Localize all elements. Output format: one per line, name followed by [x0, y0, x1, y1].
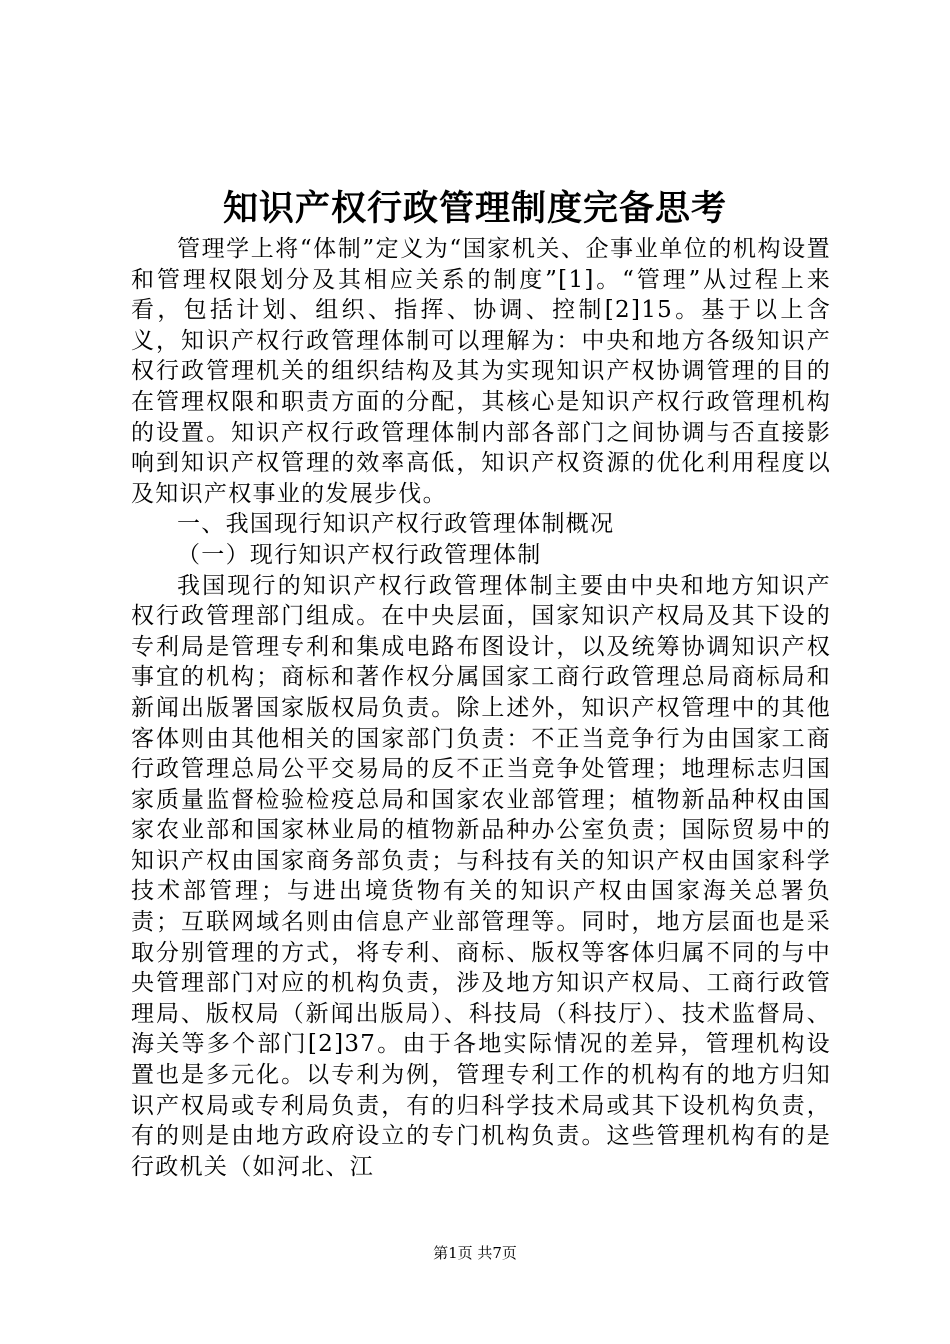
subsection-heading: （一）现行知识产权行政管理体制 [177, 541, 542, 568]
paragraph-current-system: 我国现行的知识产权行政管理体制主要由中央和地方知识产权行政管理部门组成。在中央层面，国家知识产权局及其下设的专利局是管理专利和集成电路布图设计，以及统筹协调知识产权事宜的机构；商标和著作权分属国家工商行政管理总局商标局和新闻出版署国家版权局负责。除上述外，知识产权管理中的其他客体则由其他相关的国家部门负责：不正当竞争行为由国家工商行政管理总局公平交易局的反不正当竞争处管理；地理标志归国家质量监督检验检疫总局和国家农业部管理；植物新品种权由国家农业部和国家林业局的植物新品种办公室负责；国际贸易中的知识产权由国家商务部负责；与科技有关的知识产权由国家科学技术部管理；与进出境货物有关的知识产权由国家海关总署负责；互联网域名则由信息产业部管理等。同时，地方层面也是采取分别管理的方式，将专利、商标、版权等客体归属不同的与中央管理部门对应的机构负责，涉及地方知识产权局、工商行政管理局、版权局（新闻出版局）、科技局（科技厅）、技术监督局、海关等多个部门[2]37。由于各地实际情况的差异，管理机构设置也是多元化。以专利为例，管理专利工作的机构有的地方归知识产权局或专利局负责，有的归科学技术局或其下设机构负责，有的则是由地方政府设立的专门机构负责。这些管理机构有的是行政机关（如河北、江 [131, 572, 831, 1180]
document-title: 知识产权行政管理制度完备思考 [222, 188, 727, 229]
paragraph-intro: 管理学上将“体制”定义为“国家机关、企事业单位的机构设置和管理权限划分及其相应关系的制度”[1]。“管理”从过程上来看，包括计划、组织、指挥、协调、控制[2]15。基于以上含义，知识产权行政管理体制可以理解为：中央和地方各级知识产权行政管理机关的组织结构及其为实现知识产权协调管理的目的在管理权限和职责方面的分配，其核心是知识产权行政管理机构的设置。知识产权行政管理体制内部各部门之间协调与否直接影响到知识产权管理的效率高低，知识产权资源的优化利用程度以及知识产权事业的发展步伐。 [131, 236, 831, 507]
document-body [131, 234, 831, 1182]
page-number-footer: 第1页 共7页 [433, 1244, 517, 1262]
section-heading: 一、我国现行知识产权行政管理体制概况 [177, 511, 615, 538]
